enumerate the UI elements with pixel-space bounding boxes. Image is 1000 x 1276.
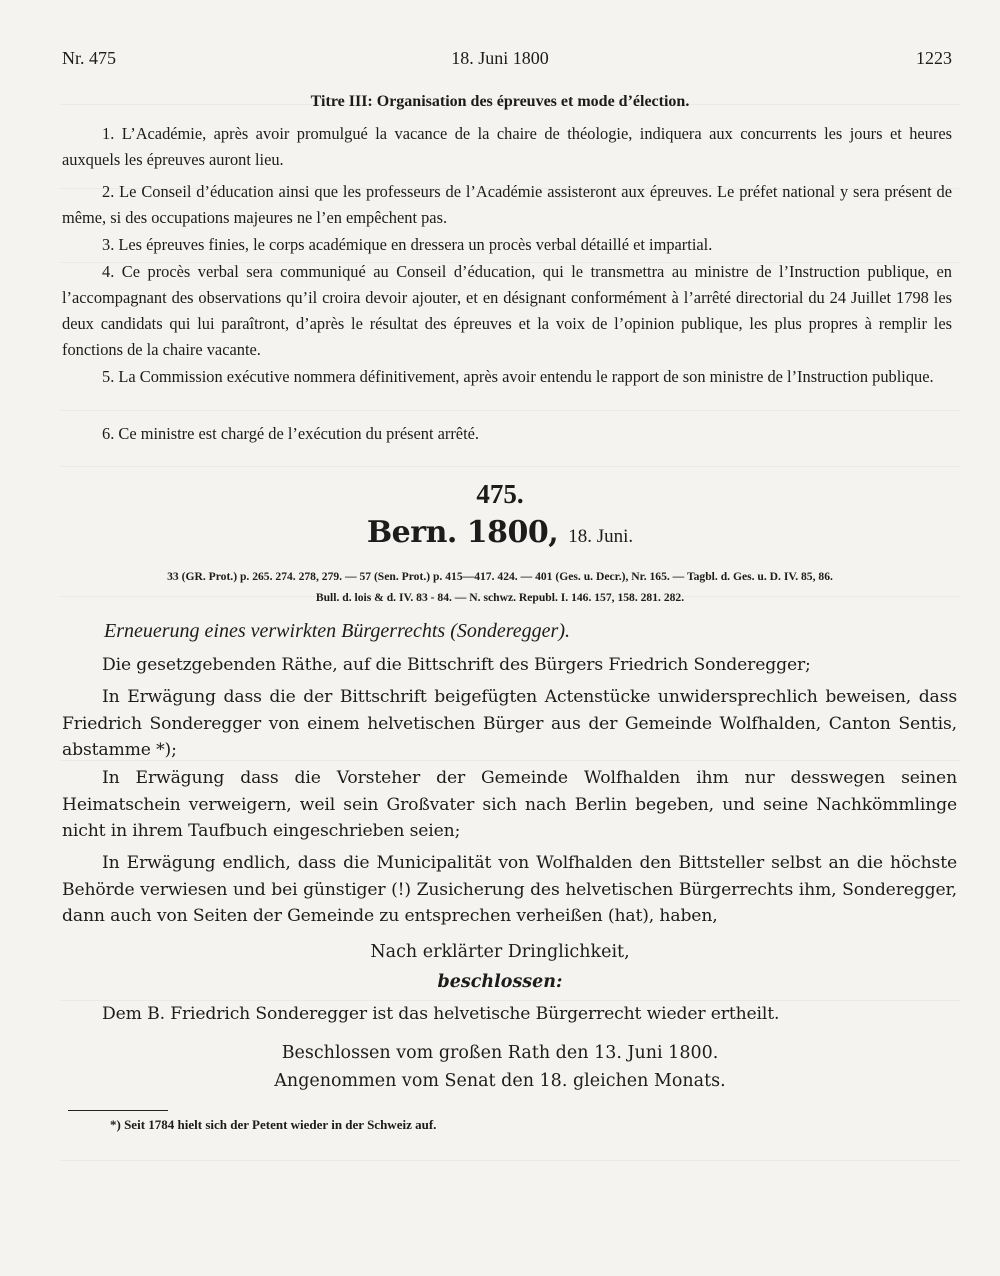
passed-great-council: Beschlossen vom großen Rath den 13. Juni 1800.: [281, 1043, 719, 1063]
entry-place: Bern. 1800,: [366, 515, 559, 550]
footnote: *) Seit 1784 hielt sich der Petent wieder in der Schweiz auf.: [110, 1117, 437, 1132]
footnote-rule: [68, 1110, 168, 1111]
consideration-2: In Erwägung dass die Vorsteher der Gemeinde Wolfhalden ihm nur desswegen seinen Heimatschein verweigern, weil sein Großvater sich nach Berlin begeben, und seine Nachkömmlinge nicht in ihrem Taufbuch eingeschrieben seien;: [62, 768, 957, 841]
article-6: 6. Ce ministre est chargé de l’exécution du présent arrêté.: [102, 424, 479, 443]
references-line-1: 33 (GR. Prot.) p. 265. 274. 278, 279. — 57 (Sen. Prot.) p. 415—417. 424. — 401 (Ges. u. Decr.), Nr. 165. — Tagbl. d. Ges. u. D. IV. 85, 86.: [167, 570, 833, 583]
page-number: 1223: [916, 48, 952, 68]
entry-number: 475.: [476, 479, 524, 509]
header-date: 18. Juni 1800: [451, 48, 549, 68]
article-1: 1. L’Académie, après avoir promulgué la vacance de la chaire de théologie, indiquera aux concurrents les jours et heures auxquels les épreuves auront lieu.: [62, 124, 952, 169]
accepted-senate: Angenommen vom Senat den 18. gleichen Monats.: [274, 1071, 726, 1091]
preamble: Die gesetzgebenden Räthe, auf die Bittschrift des Bürgers Friedrich Sonderegger;: [102, 655, 811, 675]
article-4: 4. Ce procès verbal sera communiqué au Conseil d’éducation, qui le transmettra au ministre de l’Instruction publique, en l’accompagnant des observations qu’il croira devoir ajouter, et en désignant conformément à l’arrêté directorial du 24 Juillet 1798 les deux candidats qui lui paraîtront, d’après le résultat des épreuves et la voix de l’opinion publique, les plus propres à remplir les fonctions de la chaire vacante.: [62, 262, 952, 359]
entry-place-date: [0, 515, 1000, 550]
consideration-1: In Erwägung dass die der Bittschrift beigefügten Actenstücke unwidersprechlich beweisen, dass Friedrich Sonderegger von einem helvetischen Bürger aus der Gemeinde Wolfhalden, Canton Sentis, abstamme *);: [62, 687, 957, 760]
decision: Dem B. Friedrich Sonderegger ist das helvetische Bürgerrecht wieder ertheilt.: [102, 1004, 780, 1024]
consideration-3: In Erwägung endlich, dass die Municipalität von Wolfhalden den Bittsteller selbst an die höchste Behörde verwiesen und bei günstiger (!) Zusicherung des helvetischen Bürgerrechts ihm, Sonderegger, dann auch von Seiten der Gemeinde zu entsprechen verheißen (hat), haben,: [62, 853, 957, 926]
references-line-2: Bull. d. lois & d. IV. 83 - 84. — N. schwz. Republ. I. 146. 157, 158. 281. 282.: [315, 591, 685, 604]
entry-date: 18. Juni.: [568, 526, 634, 547]
entry-subject: Erneuerung eines verwirkten Bürgerrechts (Sonderegger).: [104, 620, 570, 642]
header-document-number: Nr. 475: [62, 48, 116, 68]
section-title: Titre III: Organisation des épreuves et mode d’élection.: [310, 93, 690, 110]
article-2: 2. Le Conseil d’éducation ainsi que les professeurs de l’Académie assisteront aux épreuves. Le préfet national y sera présent de même, si des occupations majeures ne l’en empêchent pas.: [62, 182, 952, 227]
article-3: 3. Les épreuves finies, le corps académique en dressera un procès verbal détaillé et impartial.: [102, 235, 713, 254]
resolved-line: beschlossen:: [437, 972, 563, 992]
urgency-line: Nach erklärter Dringlichkeit,: [370, 942, 630, 962]
article-5: 5. La Commission exécutive nommera définitivement, après avoir entendu le rapport de son ministre de l’Instruction publique.: [102, 367, 934, 386]
